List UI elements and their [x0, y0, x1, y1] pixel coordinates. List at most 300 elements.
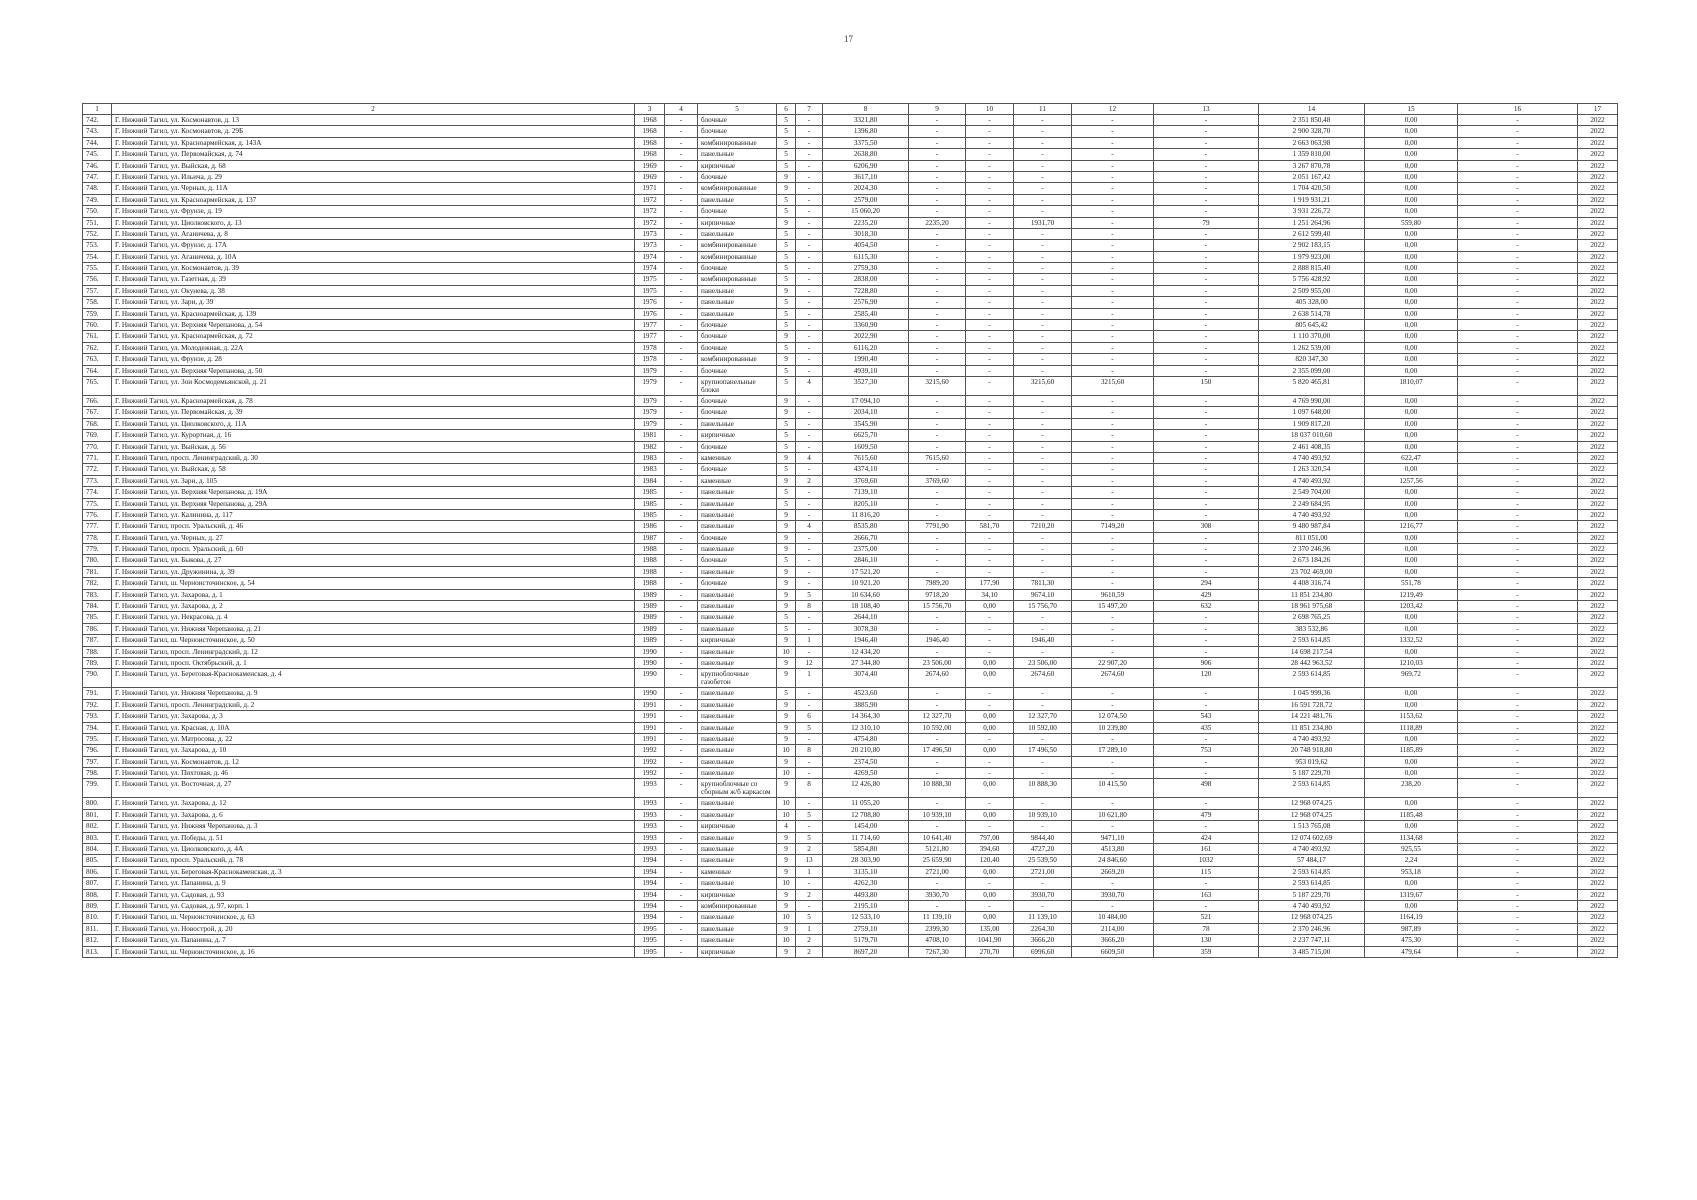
cell-total-area: 8697,20	[823, 946, 909, 957]
cell-address: Г. Нижний Тагил, ул. Нижняя Черепанова, д. 3	[112, 821, 635, 832]
cell-col-10: -	[966, 149, 1014, 160]
cell-col-12: 17 289,10	[1072, 745, 1154, 756]
cell-col-13: -	[1154, 160, 1259, 171]
cell-col-12: -	[1072, 475, 1154, 486]
cell-wall-material: блочные	[698, 126, 777, 137]
cell-col-15: 0,00	[1365, 308, 1458, 319]
cell-row-number: 809.	[83, 901, 112, 912]
cell-col-16: -	[1458, 126, 1578, 137]
cell-col-16: -	[1458, 452, 1578, 463]
cell-total-area: 14 364,30	[823, 711, 909, 722]
cell-wall-material: крупноблочные со сборным ж/б каркасом	[698, 779, 777, 798]
cell-col-11: -	[1014, 441, 1072, 452]
cell-col-12: 2669,20	[1072, 866, 1154, 877]
table-row	[83, 699, 1618, 710]
cell-col-16: -	[1458, 589, 1578, 600]
cell-col-14: 2 902 183,15	[1259, 240, 1365, 251]
cell-col-10: 0,00	[966, 711, 1014, 722]
cell-col-10: -	[966, 464, 1014, 475]
cell-col-4: -	[665, 946, 698, 957]
cell-col-14: 12 968 074,25	[1259, 912, 1365, 923]
cell-total-area: 1609,50	[823, 441, 909, 452]
cell-row-number: 804.	[83, 844, 112, 855]
cell-address: Г. Нижний Тагил, ул. Матросова, д. 22	[112, 733, 635, 744]
cell-col-10: -	[966, 217, 1014, 228]
cell-col-9: -	[909, 821, 966, 832]
cell-col-4: -	[665, 418, 698, 429]
table-row	[83, 274, 1618, 285]
cell-floors: 9	[777, 509, 796, 520]
cell-col-14: 2 593 614,85	[1259, 866, 1365, 877]
cell-total-area: 28 303,90	[823, 855, 909, 866]
cell-col-4: -	[665, 263, 698, 274]
cell-col-12: 3666,20	[1072, 935, 1154, 946]
table-row	[83, 601, 1618, 612]
cell-build-year: 1993	[635, 779, 665, 798]
cell-total-area: 12 310,10	[823, 722, 909, 733]
cell-col-16: -	[1458, 320, 1578, 331]
cell-col-11: -	[1014, 509, 1072, 520]
cell-col-16: -	[1458, 297, 1578, 308]
cell-col-9: -	[909, 544, 966, 555]
cell-wall-material: кирпичные	[698, 889, 777, 900]
cell-floors: 4	[777, 821, 796, 832]
cell-col-16: -	[1458, 821, 1578, 832]
cell-wall-material: панельные	[698, 711, 777, 722]
cell-col-7: 4	[796, 452, 823, 463]
cell-address: Г. Нижний Тагил, ул. Красноармейская, д. 143А	[112, 137, 635, 148]
cell-total-area: 11 055,20	[823, 798, 909, 809]
cell-build-year: 1968	[635, 126, 665, 137]
cell-floors: 5	[777, 320, 796, 331]
cell-year: 2022	[1578, 756, 1618, 767]
housing-registry-table	[82, 103, 1618, 958]
cell-col-10: 797,00	[966, 832, 1014, 843]
cell-col-9: -	[909, 878, 966, 889]
cell-col-12: -	[1072, 555, 1154, 566]
cell-year: 2022	[1578, 263, 1618, 274]
cell-col-10: 0,00	[966, 889, 1014, 900]
cell-col-14: 12 968 074,25	[1259, 798, 1365, 809]
cell-col-16: -	[1458, 206, 1578, 217]
cell-floors: 9	[777, 354, 796, 365]
cell-col-9: 10 641,40	[909, 832, 966, 843]
cell-col-14: 383 532,86	[1259, 623, 1365, 634]
cell-col-15: 0,00	[1365, 137, 1458, 148]
cell-col-14: 1 097 648,00	[1259, 407, 1365, 418]
cell-address: Г. Нижний Тагил, просп. Ленинградский, д. 30	[112, 452, 635, 463]
cell-build-year: 1982	[635, 441, 665, 452]
cell-total-area: 4269,50	[823, 768, 909, 779]
cell-col-16: -	[1458, 711, 1578, 722]
table-row	[83, 878, 1618, 889]
cell-col-15: 479,64	[1365, 946, 1458, 957]
cell-col-4: -	[665, 669, 698, 688]
cell-wall-material: панельные	[698, 809, 777, 820]
cell-col-12: 3930,70	[1072, 889, 1154, 900]
cell-address: Г. Нижний Тагил, ул. Захарова, д. 12	[112, 798, 635, 809]
cell-col-14: 12 074 602,69	[1259, 832, 1365, 843]
cell-col-12: 24 846,60	[1072, 855, 1154, 866]
cell-address: Г. Нижний Тагил, ул. Дружинина, д. 39	[112, 566, 635, 577]
cell-col-12: 2674,60	[1072, 669, 1154, 688]
cell-col-15: 0,00	[1365, 688, 1458, 699]
cell-col-9: -	[909, 768, 966, 779]
cell-col-7: -	[796, 544, 823, 555]
cell-floors: 9	[777, 566, 796, 577]
cell-year: 2022	[1578, 475, 1618, 486]
cell-col-13: -	[1154, 308, 1259, 319]
cell-col-14: 3 485 715,00	[1259, 946, 1365, 957]
cell-floors: 5	[777, 308, 796, 319]
cell-col-16: -	[1458, 183, 1578, 194]
cell-col-7: 1	[796, 866, 823, 877]
cell-col-7: -	[796, 532, 823, 543]
cell-wall-material: панельные	[698, 923, 777, 934]
cell-col-10: 0,00	[966, 866, 1014, 877]
cell-col-15: 475,30	[1365, 935, 1458, 946]
cell-floors: 5	[777, 498, 796, 509]
cell-floors: 10	[777, 912, 796, 923]
cell-col-4: -	[665, 240, 698, 251]
cell-total-area: 1454,00	[823, 821, 909, 832]
cell-row-number: 757.	[83, 285, 112, 296]
cell-col-10: -	[966, 475, 1014, 486]
cell-col-14: 811 051,00	[1259, 532, 1365, 543]
table-row	[83, 844, 1618, 855]
cell-col-10: -	[966, 228, 1014, 239]
cell-col-13: 163	[1154, 889, 1259, 900]
cell-row-number: 742.	[83, 115, 112, 126]
cell-col-4: -	[665, 206, 698, 217]
cell-col-13: 79	[1154, 217, 1259, 228]
cell-col-4: -	[665, 855, 698, 866]
cell-col-11: -	[1014, 263, 1072, 274]
cell-col-7: -	[796, 263, 823, 274]
table-row	[83, 722, 1618, 733]
cell-col-15: 1319,67	[1365, 889, 1458, 900]
cell-col-13: -	[1154, 395, 1259, 406]
cell-row-number: 775.	[83, 498, 112, 509]
cell-col-12: -	[1072, 160, 1154, 171]
table-row	[83, 149, 1618, 160]
cell-year: 2022	[1578, 137, 1618, 148]
cell-col-10: -	[966, 487, 1014, 498]
cell-col-14: 3 267 870,78	[1259, 160, 1365, 171]
cell-floors: 5	[777, 115, 796, 126]
cell-wall-material: панельные	[698, 745, 777, 756]
cell-col-4: -	[665, 532, 698, 543]
cell-year: 2022	[1578, 285, 1618, 296]
cell-col-15: 987,89	[1365, 923, 1458, 934]
cell-col-10: -	[966, 240, 1014, 251]
cell-col-13: -	[1154, 418, 1259, 429]
cell-total-area: 2024,30	[823, 183, 909, 194]
cell-address: Г. Нижний Тагил, просп. Уральский, д. 60	[112, 544, 635, 555]
cell-address: Г. Нижний Тагил, ул. Некрасова, д. 4	[112, 612, 635, 623]
cell-floors: 9	[777, 832, 796, 843]
cell-total-area: 12 434,20	[823, 646, 909, 657]
table-row	[83, 946, 1618, 957]
cell-col-10: 0,00	[966, 912, 1014, 923]
cell-col-7: 5	[796, 589, 823, 600]
cell-build-year: 1994	[635, 855, 665, 866]
cell-row-number: 782.	[83, 578, 112, 589]
cell-row-number: 795.	[83, 733, 112, 744]
cell-col-14: 2 593 614,85	[1259, 878, 1365, 889]
cell-row-number: 750.	[83, 206, 112, 217]
table-body	[83, 115, 1618, 958]
cell-address: Г. Нижний Тагил, ул. Курортная, д. 16	[112, 430, 635, 441]
cell-col-9: -	[909, 646, 966, 657]
cell-col-14: 2 638 514,78	[1259, 308, 1365, 319]
cell-col-7: 1	[796, 635, 823, 646]
cell-col-10: -	[966, 532, 1014, 543]
cell-col-12: -	[1072, 430, 1154, 441]
cell-col-7: -	[796, 878, 823, 889]
table-row	[83, 566, 1618, 577]
cell-row-number: 781.	[83, 566, 112, 577]
cell-floors: 5	[777, 228, 796, 239]
cell-col-7: 5	[796, 832, 823, 843]
cell-col-7: 4	[796, 521, 823, 532]
cell-col-15: 0,00	[1365, 285, 1458, 296]
cell-col-11: -	[1014, 798, 1072, 809]
cell-col-4: -	[665, 342, 698, 353]
cell-col-14: 18 037 010,60	[1259, 430, 1365, 441]
cell-col-7: -	[796, 430, 823, 441]
cell-row-number: 746.	[83, 160, 112, 171]
table-row	[83, 418, 1618, 429]
cell-col-10: -	[966, 612, 1014, 623]
cell-col-14: 3 931 226,72	[1259, 206, 1365, 217]
cell-col-16: -	[1458, 889, 1578, 900]
cell-col-4: -	[665, 274, 698, 285]
cell-year: 2022	[1578, 395, 1618, 406]
cell-col-10: -	[966, 137, 1014, 148]
cell-floors: 5	[777, 441, 796, 452]
cell-wall-material: блочные	[698, 395, 777, 406]
cell-year: 2022	[1578, 228, 1618, 239]
cell-col-13: -	[1154, 612, 1259, 623]
cell-col-10: -	[966, 555, 1014, 566]
cell-address: Г. Нижний Тагил, ул. Черных, д. 11А	[112, 183, 635, 194]
cell-col-14: 1 045 999,36	[1259, 688, 1365, 699]
cell-wall-material: блочные	[698, 555, 777, 566]
cell-row-number: 800.	[83, 798, 112, 809]
cell-address: Г. Нижний Тагил, ул. Верхняя Черепанова, д. 19А	[112, 487, 635, 498]
cell-build-year: 1986	[635, 521, 665, 532]
cell-col-15: 0,00	[1365, 407, 1458, 418]
cell-col-11: 15 756,70	[1014, 601, 1072, 612]
cell-row-number: 744.	[83, 137, 112, 148]
cell-col-9: -	[909, 901, 966, 912]
cell-total-area: 1990,40	[823, 354, 909, 365]
cell-col-4: -	[665, 623, 698, 634]
cell-year: 2022	[1578, 669, 1618, 688]
cell-col-10: 0,00	[966, 809, 1014, 820]
cell-col-10: 581,70	[966, 521, 1014, 532]
cell-row-number: 792.	[83, 699, 112, 710]
cell-col-4: -	[665, 912, 698, 923]
cell-build-year: 1995	[635, 946, 665, 957]
cell-year: 2022	[1578, 901, 1618, 912]
cell-col-14: 2 549 704,00	[1259, 487, 1365, 498]
cell-col-16: -	[1458, 407, 1578, 418]
cell-row-number: 790.	[83, 669, 112, 688]
cell-col-13: -	[1154, 699, 1259, 710]
cell-col-4: -	[665, 635, 698, 646]
table-row	[83, 240, 1618, 251]
cell-col-9: 1946,40	[909, 635, 966, 646]
cell-col-10: -	[966, 342, 1014, 353]
cell-col-11: -	[1014, 555, 1072, 566]
cell-col-16: -	[1458, 464, 1578, 475]
cell-wall-material: блочные	[698, 171, 777, 182]
cell-build-year: 1988	[635, 544, 665, 555]
cell-wall-material: комбинированные	[698, 354, 777, 365]
cell-floors: 10	[777, 935, 796, 946]
cell-col-4: -	[665, 217, 698, 228]
cell-col-10: -	[966, 395, 1014, 406]
cell-row-number: 785.	[83, 612, 112, 623]
cell-col-14: 2 370 246,96	[1259, 923, 1365, 934]
cell-col-4: -	[665, 601, 698, 612]
cell-col-9: 17 496,50	[909, 745, 966, 756]
cell-row-number: 776.	[83, 509, 112, 520]
cell-col-10: -	[966, 878, 1014, 889]
cell-col-11: -	[1014, 430, 1072, 441]
cell-col-7: -	[796, 612, 823, 623]
cell-floors: 9	[777, 923, 796, 934]
table-row	[83, 206, 1618, 217]
cell-col-16: -	[1458, 149, 1578, 160]
column-header-1: 1	[83, 104, 112, 115]
cell-build-year: 1995	[635, 923, 665, 934]
cell-col-7: -	[796, 228, 823, 239]
cell-col-10: 0,00	[966, 669, 1014, 688]
cell-row-number: 811.	[83, 923, 112, 934]
cell-year: 2022	[1578, 498, 1618, 509]
table-row	[83, 635, 1618, 646]
cell-wall-material: панельные	[698, 487, 777, 498]
cell-col-13: -	[1154, 194, 1259, 205]
cell-col-9: 11 139,10	[909, 912, 966, 923]
cell-row-number: 765.	[83, 376, 112, 395]
cell-build-year: 1994	[635, 878, 665, 889]
cell-col-4: -	[665, 722, 698, 733]
cell-col-9: -	[909, 464, 966, 475]
table-row	[83, 228, 1618, 239]
cell-col-12: -	[1072, 395, 1154, 406]
cell-year: 2022	[1578, 555, 1618, 566]
cell-address: Г. Нижний Тагил, ул. Космонавтов, д. 12	[112, 756, 635, 767]
cell-col-14: 2 593 614,85	[1259, 635, 1365, 646]
cell-total-area: 15 060,20	[823, 206, 909, 217]
cell-total-area: 2579,00	[823, 194, 909, 205]
cell-total-area: 3617,10	[823, 171, 909, 182]
cell-total-area: 3375,50	[823, 137, 909, 148]
cell-col-13: -	[1154, 566, 1259, 577]
cell-col-7: -	[796, 342, 823, 353]
cell-address: Г. Нижний Тагил, ул. Первомайская, д. 74	[112, 149, 635, 160]
cell-build-year: 1973	[635, 240, 665, 251]
cell-col-16: -	[1458, 160, 1578, 171]
cell-col-16: -	[1458, 228, 1578, 239]
cell-col-11: -	[1014, 544, 1072, 555]
cell-col-13: -	[1154, 646, 1259, 657]
cell-total-area: 18 108,40	[823, 601, 909, 612]
cell-col-4: -	[665, 475, 698, 486]
cell-wall-material: панельные	[698, 228, 777, 239]
cell-col-14: 5 187 229,70	[1259, 768, 1365, 779]
cell-year: 2022	[1578, 365, 1618, 376]
cell-col-15: 0,00	[1365, 331, 1458, 342]
cell-col-4: -	[665, 544, 698, 555]
cell-col-4: -	[665, 509, 698, 520]
cell-year: 2022	[1578, 544, 1618, 555]
cell-col-12: -	[1072, 578, 1154, 589]
cell-col-7: -	[796, 206, 823, 217]
cell-address: Г. Нижний Тагил, ул. Красноармейская, д. 137	[112, 194, 635, 205]
cell-address: Г. Нижний Тагил, ул. Фрунзе, д. 19	[112, 206, 635, 217]
cell-total-area: 3360,90	[823, 320, 909, 331]
cell-row-number: 743.	[83, 126, 112, 137]
cell-wall-material: блочные	[698, 342, 777, 353]
cell-col-9: -	[909, 756, 966, 767]
cell-col-12: -	[1072, 297, 1154, 308]
cell-floors: 5	[777, 623, 796, 634]
cell-col-15: 0,00	[1365, 251, 1458, 262]
cell-floors: 5	[777, 365, 796, 376]
cell-col-4: -	[665, 285, 698, 296]
cell-col-10: -	[966, 126, 1014, 137]
cell-col-13: -	[1154, 688, 1259, 699]
cell-address: Г. Нижний Тагил, просп. Ленинградский, д. 2	[112, 699, 635, 710]
cell-build-year: 1992	[635, 768, 665, 779]
table-row	[83, 320, 1618, 331]
cell-col-11: 2674,60	[1014, 669, 1072, 688]
cell-col-15: 0,00	[1365, 699, 1458, 710]
cell-col-7: -	[796, 183, 823, 194]
cell-wall-material: панельные	[698, 878, 777, 889]
cell-col-13: -	[1154, 430, 1259, 441]
cell-col-7: -	[796, 623, 823, 634]
cell-address: Г. Нижний Тагил, просп. Уральский, д. 46	[112, 521, 635, 532]
cell-col-10: -	[966, 544, 1014, 555]
cell-col-7: -	[796, 441, 823, 452]
cell-col-15: 238,20	[1365, 779, 1458, 798]
cell-col-11: -	[1014, 612, 1072, 623]
cell-col-11: -	[1014, 149, 1072, 160]
cell-total-area: 12 426,80	[823, 779, 909, 798]
cell-row-number: 805.	[83, 855, 112, 866]
cell-col-16: -	[1458, 263, 1578, 274]
cell-address: Г. Нижний Тагил, ул. Красноармейская, д. 72	[112, 331, 635, 342]
cell-col-14: 1 909 817,20	[1259, 418, 1365, 429]
cell-row-number: 760.	[83, 320, 112, 331]
cell-col-11: 3666,20	[1014, 935, 1072, 946]
cell-wall-material: панельные	[698, 699, 777, 710]
cell-wall-material: панельные	[698, 733, 777, 744]
cell-col-14: 5 187 229,70	[1259, 889, 1365, 900]
cell-col-11: -	[1014, 137, 1072, 148]
cell-build-year: 1978	[635, 342, 665, 353]
cell-col-7: -	[796, 354, 823, 365]
cell-col-10: -	[966, 297, 1014, 308]
cell-address: Г. Нижний Тагил, ул. Захарова, д. 2	[112, 601, 635, 612]
cell-col-7: 1	[796, 923, 823, 934]
